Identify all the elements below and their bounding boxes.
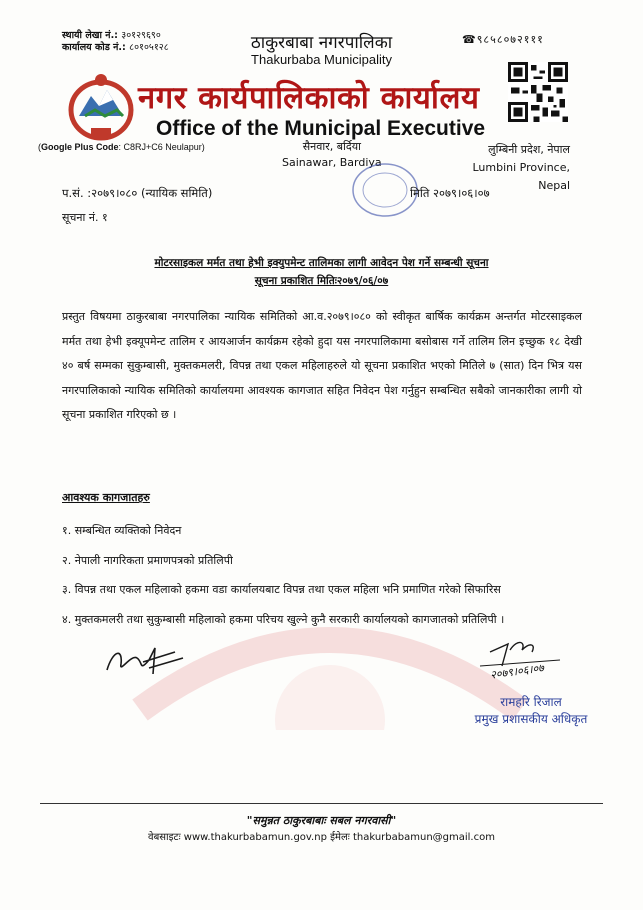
documents-list <box>62 516 602 634</box>
nepal-emblem-logo <box>65 66 137 146</box>
plus-code-value: : C8RJ+C6 Neulapur) <box>118 142 205 152</box>
list-item: ४. मुक्तकमलरी तथा सुकुम्बासी महिलाको हकमा परिचय खुल्ने कुनै सरकारी कार्यालयको कागजातको प्रतिलिपी । <box>62 612 505 626</box>
footer-contact: वेबसाइटः www.thakurbabamun.gov.np ईमेलः thakurbabamun@gmail.com <box>148 832 495 843</box>
plus-code-open: ( <box>38 142 41 152</box>
phone-number: ☎९८५८०७२१११ <box>462 33 544 46</box>
left-signature <box>103 640 193 680</box>
office-title-np: नगर कार्यपालिकाको कार्यालय <box>138 80 480 116</box>
office-title-en: Office of the Municipal Executive <box>156 117 486 140</box>
municipality-name-np: ठाकुरबाबा नगरपालिका <box>250 33 393 53</box>
list-item: ३. विपन्न तथा एकल महिलाको हकमा वडा कार्यालयबाट विपन्न तथा एकल महिला भनि प्रमाणित गरेको सिफारिस <box>62 583 501 596</box>
footer-divider <box>40 803 603 804</box>
letter-date: मिति २०७९।०६।०७ <box>410 186 490 200</box>
account-no: ३०१२९६९० <box>121 30 161 41</box>
municipality-name-en: Thakurbaba Municipality <box>251 52 392 67</box>
address-np: सैनवार, बर्दिया <box>302 140 361 153</box>
notice-body: प्रस्तुत विषयमा ठाकुरबाबा नगरपालिका न्यायिक समितिको आ.व.२०७९।०८० को स्वीकृत बार्षिक कार्यक्रम अन्तर्गत मोटरसाइकल मर्मत तथा हेभी इक्यूपमेन्ट तालिम र आयआर्जन कार्यक्रम रहेको हुदा यस नगरपालिकामा बसोबास गर्ने तालिम लिन इच्छुक १८ देखी ४० बर्ष सम्मका सुकुम्बासी, मुक्तकमलरी, विपन्न तथा एकल महिलाहरुले यो सूचना प्रकाशित भएको मितिले ७ (सात) दिन भित्र यस नगरपालिकाको न्यायिक समितिको कार्यालयमा आवश्यक कागजात सहित निवेदन पेश गर्नुहुन सम्बन्धित सबैको जानकारीका लागी यो सूचना प्रकाशित गरिएको छ । <box>62 310 582 421</box>
notice-number: सूचना नं. १ <box>62 211 108 224</box>
subject <box>0 254 643 290</box>
list-item: २. नेपाली नागरिकता प्रमाणपत्रको प्रतिलिपी <box>62 553 233 567</box>
signer-name: रामहरि रिजाल <box>500 695 562 709</box>
signature-date: २०७९।०६।०७ <box>489 661 545 682</box>
google-plus-code <box>38 142 205 152</box>
publish-date-line: सूचना प्रकाशित मितिः२०७९/०६/०७ <box>254 275 389 287</box>
signer-designation: प्रमुख प्रशासकीय अधिकृत <box>474 712 588 726</box>
plus-code-label: Google Plus Code <box>41 142 119 152</box>
account-no-label: स्थायी लेखा नं.: <box>62 30 118 41</box>
office-code-label: कार्यालय कोड नं.: <box>62 42 126 53</box>
footer-slogan: "समुन्नत ठाकुरबाबाः सबल नगरवासी" <box>246 814 397 827</box>
address-en: Sainawar, Bardiya <box>282 156 382 169</box>
documents-heading: आवश्यक कागजातहरु <box>62 491 150 504</box>
province-en: Lumbini Province, Nepal <box>472 161 570 192</box>
subject-line: मोटरसाइकल मर्मत तथा हेभी इक्युपमेन्ट तालिमका लागी आवेदन पेश गर्ने सम्बन्धी सूचना <box>154 257 489 269</box>
office-code: ८०१०५१२८ <box>129 42 169 53</box>
province-np: लुम्बिनी प्रदेश, नेपाल <box>488 143 570 156</box>
qr-code <box>508 62 568 122</box>
signer-block <box>471 694 591 728</box>
list-item: १. सम्बन्धित व्यक्तिको निवेदन <box>62 524 182 537</box>
reference-number: प.सं. :२०७९।०८० (न्यायिक समिति) <box>62 186 213 200</box>
